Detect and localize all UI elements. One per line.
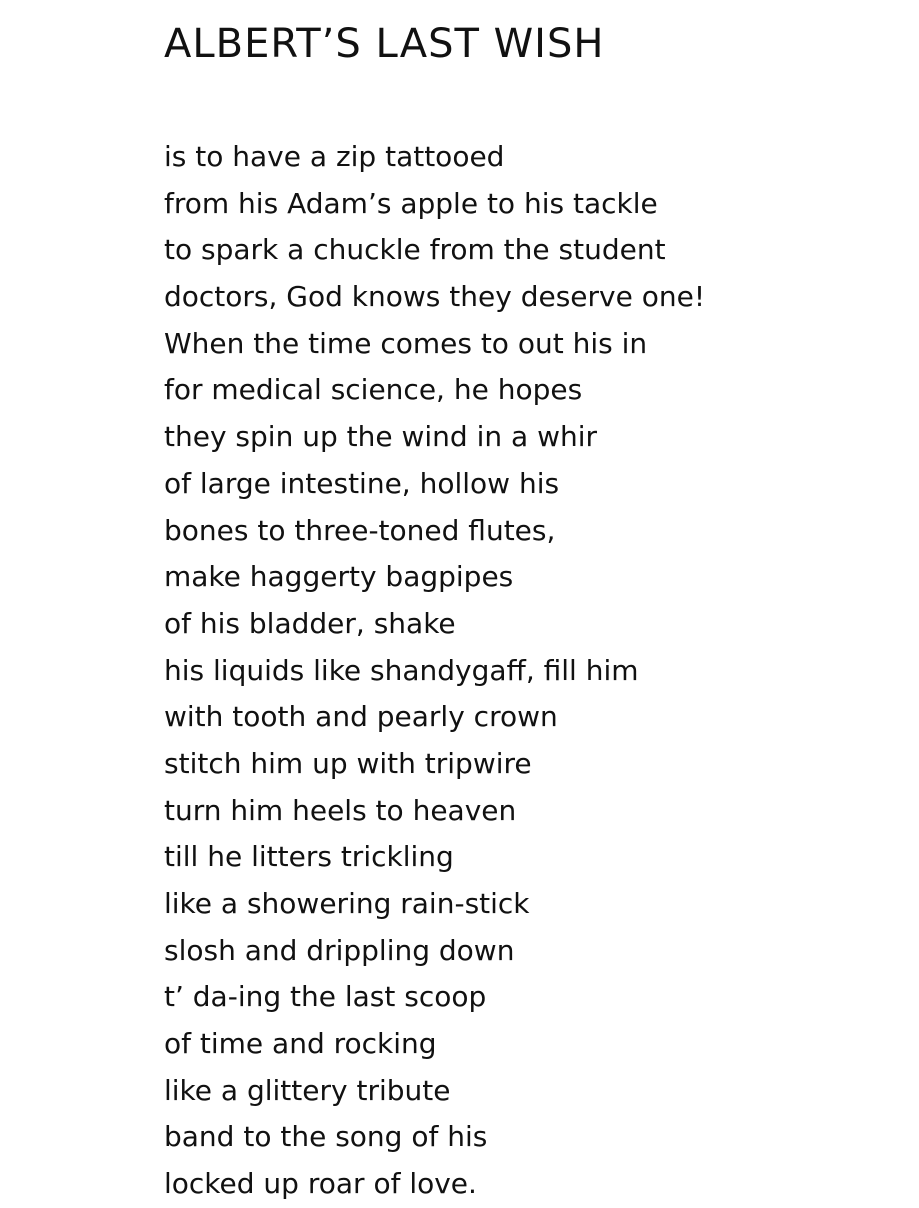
- poem-line: slosh and drippling down: [164, 933, 515, 967]
- poem-line: locked up roar of love.: [164, 1167, 477, 1201]
- poem-line: make haggerty bagpipes: [164, 560, 514, 594]
- poem-body: [164, 134, 884, 1208]
- poem-line: of time and rocking: [164, 1027, 437, 1061]
- poem-line: till he litters trickling: [164, 840, 454, 874]
- poem-line: is to have a zip tattooed: [164, 140, 505, 173]
- poem-line: from his Adam’s apple to his tackle: [164, 186, 658, 220]
- poem-line: of his bladder, shake: [164, 606, 456, 640]
- poem-line: t’ da-ing the last scoop: [164, 980, 487, 1014]
- poem-line: band to the song of his: [164, 1120, 488, 1154]
- poem-title: ALBERT’S LAST WISH: [164, 21, 605, 67]
- poem-line: they spin up the wind in a whir: [164, 420, 598, 454]
- poem-line: like a glittery tribute: [164, 1073, 451, 1107]
- poem-line: When the time comes to out his in: [164, 326, 648, 360]
- poem-line: like a showering rain-stick: [164, 887, 530, 920]
- poem-page: [164, 18, 884, 1208]
- poem-line: bones to three-toned flutes,: [164, 513, 556, 547]
- poem-line: stitch him up with tripwire: [164, 746, 532, 780]
- poem-line: his liquids like shandygaff, fill him: [164, 653, 639, 687]
- poem-line: for medical science, he hopes: [164, 373, 583, 407]
- poem-line: with tooth and pearly crown: [164, 700, 558, 734]
- poem-line: to spark a chuckle from the student: [164, 233, 666, 267]
- poem-line: of large intestine, hollow his: [164, 466, 560, 500]
- poem-line: doctors, God knows they deserve one!: [164, 280, 706, 314]
- poem-line: turn him heels to heaven: [164, 793, 517, 827]
